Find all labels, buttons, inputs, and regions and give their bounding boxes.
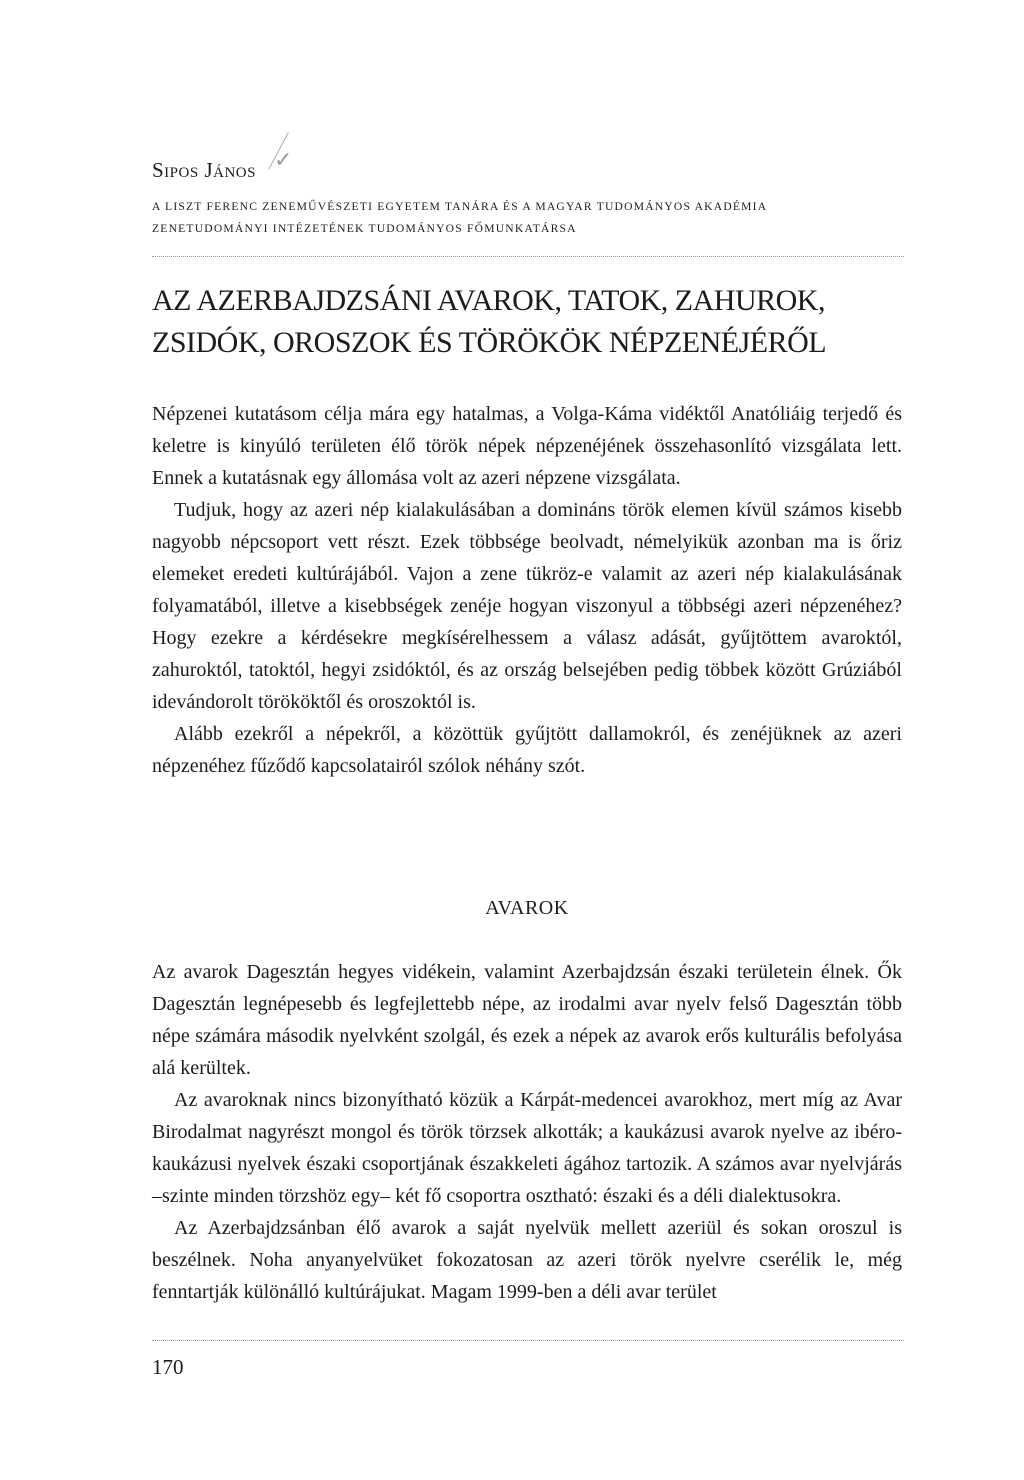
- intro-paragraph-3: Alább ezekről a népekről, a közöttük gyűjtött dallamokról, és zenéjüknek az azeri népzenéhez fűződő kapcsolatairól szólok néhány szót.: [152, 723, 902, 777]
- author-name: Sipos János: [152, 158, 256, 182]
- section-paragraph-3: Az Azerbajdzsánban élő avarok a saját nyelvük mellett azeriül és sokan oroszul is beszélnek. Noha anyanyelvüket fokozatosan az azeri török nyelvre cserélik le, még fenntartják különálló kultúrájukat. Magam 1999-ben a déli avar terület: [152, 1217, 902, 1303]
- affiliation-line-2: ZENETUDOMÁNYI INTÉZETÉNEK TUDOMÁNYOS FŐMUNKATÁRSA: [152, 222, 577, 235]
- footer-divider: [152, 1340, 904, 1341]
- page-number: 170: [152, 1355, 184, 1379]
- section-paragraph-2: Az avaroknak nincs bizonyítható közük a Kárpát-medencei avarokhoz, mert míg az Avar Birodalmat nagyrészt mongol és török törzsek alkották; a kaukázusi avarok nyelve az ibéro-kaukázusi nyelvek északi csoportjának északkeleti ágához tartozik. A számos avar nyelvjárás –szinte minden törzshöz egy– két fő csoportra osztható: északi és a déli dialektusokra.: [152, 1089, 902, 1207]
- header-divider: [152, 256, 904, 257]
- section-text: [152, 956, 902, 1308]
- title-line-2: ZSIDÓK, OROSZOK ÉS TÖRÖKÖK NÉPZENÉJÉRŐL: [152, 326, 827, 359]
- intro-paragraph-1: Népzenei kutatásom célja mára egy hatalmas, a Volga-Káma vidéktől Anatóliáig terjedő és keletre is kinyúló területen élő török népek népzenéjének összehasonlító vizsgálata lett. Ennek a kutatásnak egy állomása volt az azeri népzene vizsgálata.: [152, 403, 902, 489]
- affiliation-line-1: A LISZT FERENC ZENEMŰVÉSZETI EGYETEM TANÁRA ÉS A MAGYAR TUDOMÁNYOS AKADÉMIA: [152, 200, 768, 213]
- intro-text: [152, 398, 902, 782]
- author-affiliation: [152, 196, 912, 240]
- section-heading: AVAROK: [485, 897, 569, 919]
- section-paragraph-1: Az avarok Dagesztán hegyes vidékein, valamint Azerbajdzsán északi területein élnek. Ők Dagesztán legnépesebb és legfejlettebb népe, az irodalmi avar nyelv felső Dagesztán több népe számára második nyelvként szolgál, és ezek a népek az avarok erős kulturális befolyása alá kerültek.: [152, 961, 902, 1079]
- article-title: [152, 280, 912, 364]
- title-line-1: AZ AZERBAJDZSÁNI AVAROK, TATOK, ZAHUROK,: [152, 284, 825, 317]
- intro-paragraph-2: Tudjuk, hogy az azeri nép kialakulásában a domináns török elemen kívül számos kisebb nagyobb népcsoport vett részt. Ezek többsége beolvadt, némelyikük azonban ma is őriz elemeket eredeti kultúrájából. Vajon a zene tükröz-e valamit az azeri nép kialakulásának folyamatából, illetve a kisebbségek zenéje hogyan viszonyul a többségi azeri népzenéhez? Hogy ezekre a kérdésekre megkísérelhessem a válasz adását, gyűjtöttem avaroktól, zahuroktól, tatoktól, hegyi zsidóktól, és az ország belsejében pedig többek között Grúziából idevándorolt törököktől és oroszoktól is.: [152, 499, 902, 713]
- pencil-tick-mark-icon: ✓: [274, 128, 322, 178]
